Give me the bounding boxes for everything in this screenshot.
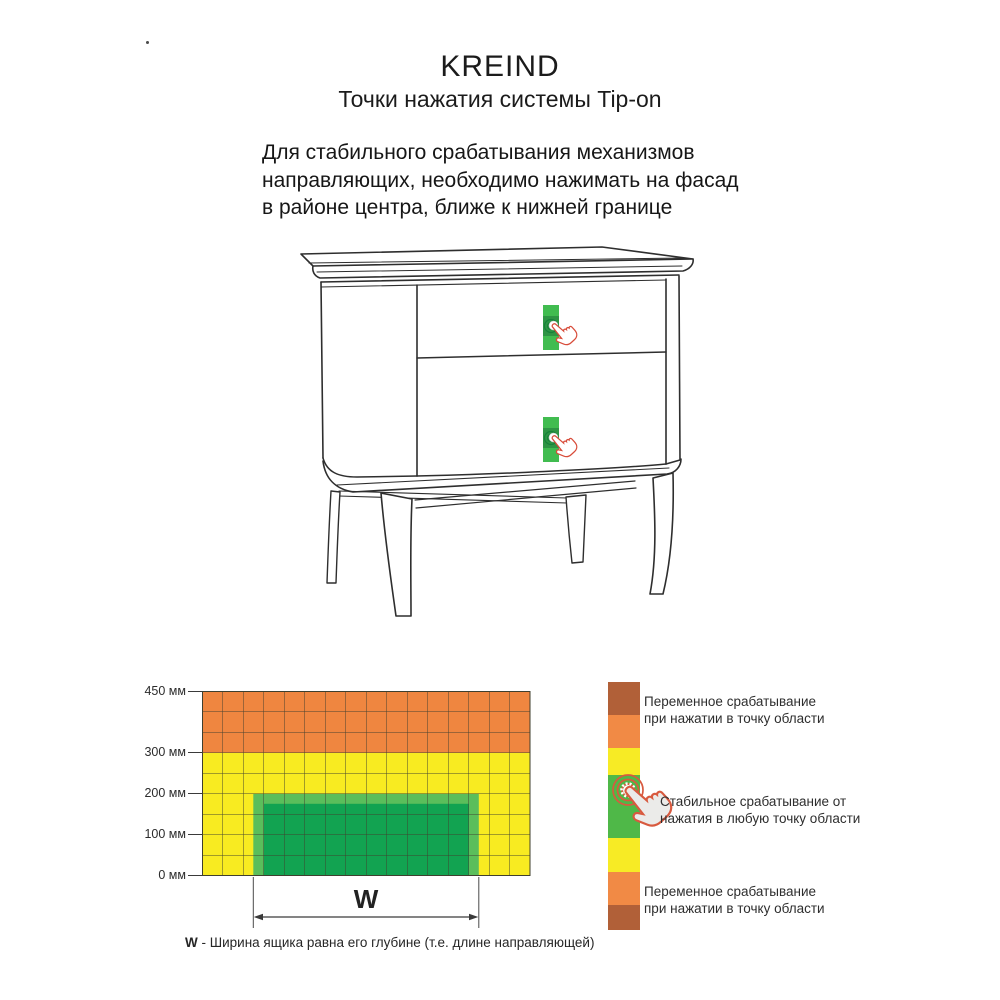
y-tick-200: 200 мм [144, 786, 186, 800]
front-right-leg [650, 473, 673, 594]
y-tick-mark [188, 834, 202, 835]
caption-text: - Ширина ящика равна его глубине (т.е. длине направляющей) [197, 935, 595, 950]
nightstand-drawing [235, 245, 765, 635]
y-tick-mark [188, 793, 202, 794]
legend-line: нажатия в любую точку области [660, 811, 861, 826]
page-subtitle: Точки нажатия системы Tip-on [338, 86, 662, 112]
legend-segment-orange-top [608, 715, 640, 748]
base-apron [323, 459, 681, 492]
print-dot [146, 41, 149, 44]
legend-line: Переменное срабатывание [644, 884, 817, 899]
legend-block-bottom [644, 883, 825, 917]
chart-caption [185, 935, 594, 950]
description-paragraph [262, 139, 739, 222]
arrowhead-left [254, 914, 263, 920]
drawer-divider [417, 352, 666, 358]
legend-block-middle [660, 793, 860, 827]
press-zone-top-drawer [543, 305, 579, 350]
y-tick-100: 100 мм [144, 827, 186, 841]
page-title: KREIND [440, 50, 560, 83]
caption-symbol: W [185, 935, 198, 950]
press-zone-bottom-drawer [543, 417, 579, 462]
y-tick-0: 0 мм [158, 868, 186, 882]
legend-line: при нажатии в точку области [644, 711, 825, 726]
width-symbol: W [353, 884, 379, 914]
y-tick-mark [188, 752, 202, 753]
description-line: направляющих, необходимо нажимать на фасад [262, 168, 739, 192]
legend-line: при нажатии в точку области [644, 901, 825, 916]
legend-segment-orange-bottom [608, 872, 640, 905]
legend-block-top [644, 693, 825, 727]
back-left-leg [327, 491, 340, 583]
back-right-leg [566, 495, 586, 563]
front-left-leg [381, 493, 412, 616]
description-line: Для стабильного срабатывания механизмов [262, 141, 695, 164]
tabletop [301, 247, 693, 266]
legend-line: Стабильное срабатывание от [660, 794, 847, 809]
y-tick-mark [188, 691, 202, 692]
legend-line: Переменное срабатывание [644, 694, 817, 709]
y-tick-mark [188, 875, 202, 876]
y-tick-300: 300 мм [144, 745, 186, 759]
description-line: в районе центра, ближе к нижней границе [262, 196, 673, 219]
cabinet-left-edge [321, 282, 323, 458]
y-tick-450: 450 мм [144, 683, 186, 698]
press-zones-grid [202, 691, 532, 878]
arrowhead-right [469, 914, 478, 920]
legend-segment-brown-bottom [608, 905, 640, 930]
legend-segment-brown-top [608, 682, 640, 715]
